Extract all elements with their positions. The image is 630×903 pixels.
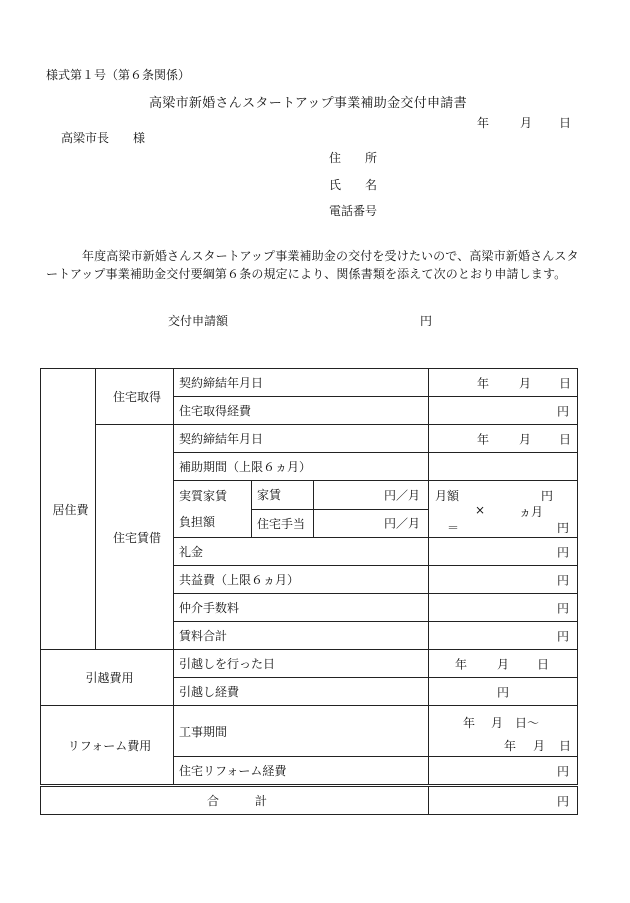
actual-rent-burden-label: 実質家賃 負担額: [174, 481, 252, 538]
purchase-contract-date-field[interactable]: 年 月 日: [429, 369, 578, 397]
date-month-label: 月: [520, 116, 533, 130]
form-number: 様式第１号（第６条関係）: [46, 68, 191, 82]
rental-contract-date-field[interactable]: 年 月 日: [429, 425, 578, 453]
common-fee-field[interactable]: 円: [429, 566, 578, 594]
housing-cost-label: 居住費: [41, 369, 96, 650]
date-year-label: 年: [477, 116, 490, 130]
document-title: 高梁市新婚さんスタートアップ事業補助金交付申請書: [149, 96, 467, 111]
moving-expense-field[interactable]: 円: [429, 678, 578, 706]
name-label: 氏 名: [329, 178, 378, 192]
address-label: 住 所: [329, 151, 378, 165]
reform-expense-field[interactable]: 円: [429, 757, 578, 786]
purchase-cost-field[interactable]: 円: [429, 397, 578, 425]
key-money-field[interactable]: 円: [429, 538, 578, 566]
moving-date-field[interactable]: 年 月 日: [429, 650, 578, 678]
agent-fee-field[interactable]: 円: [429, 594, 578, 622]
rent-field[interactable]: 円／月: [314, 481, 429, 510]
rental-contract-date-label: 契約締結年月日: [174, 425, 429, 453]
common-fee-label: 共益費（上限６ヵ月）: [174, 566, 429, 594]
rent-total-label: 賃料合計: [174, 622, 429, 650]
subsidy-period-label: 補助期間（上限６ヵ月）: [174, 453, 429, 481]
date-day-label: 日: [559, 116, 572, 130]
burden-calculation-field[interactable]: 月額 円 × ヵ月 ＝ 円: [429, 481, 578, 538]
amount-unit: 円: [420, 314, 433, 328]
housing-allowance-field[interactable]: 円／月: [314, 509, 429, 538]
agent-fee-label: 仲介手数料: [174, 594, 429, 622]
total-label: 合 計: [41, 786, 429, 815]
amount-label: 交付申請額: [168, 314, 229, 328]
moving-cost-label: 引越費用: [41, 650, 174, 706]
key-money-label: 礼金: [174, 538, 429, 566]
subsidy-period-field[interactable]: [429, 453, 578, 481]
purchase-contract-date-label: 契約締結年月日: [174, 369, 429, 397]
total-field[interactable]: 円: [429, 786, 578, 815]
reform-cost-label: リフォーム費用: [41, 706, 174, 786]
expense-table: [40, 368, 578, 815]
moving-expense-label: 引越し経費: [174, 678, 429, 706]
rent-label: 家賃: [252, 481, 314, 510]
phone-label: 電話番号: [329, 204, 378, 218]
purchase-cost-label: 住宅取得経費: [174, 397, 429, 425]
purchase-label: 住宅取得: [96, 369, 174, 425]
reform-expense-label: 住宅リフォーム経費: [174, 757, 429, 786]
construction-period-field[interactable]: 年 月 日～ 年 月 日: [429, 706, 578, 757]
moving-date-label: 引越しを行った日: [174, 650, 429, 678]
application-statement: 年度高梁市新婚さんスタートアップ事業補助金の交付を受けたいので、高梁市新婚さんスタートアップ事業補助金交付要綱第６条の規定により、関係書類を添えて次のとおり申請します。: [46, 249, 579, 281]
housing-allowance-label: 住宅手当: [252, 509, 314, 538]
rental-label: 住宅賃借: [96, 425, 174, 650]
rent-total-field[interactable]: 円: [429, 622, 578, 650]
addressee: 高梁市長 様: [61, 131, 146, 145]
construction-period-label: 工事期間: [174, 706, 429, 757]
